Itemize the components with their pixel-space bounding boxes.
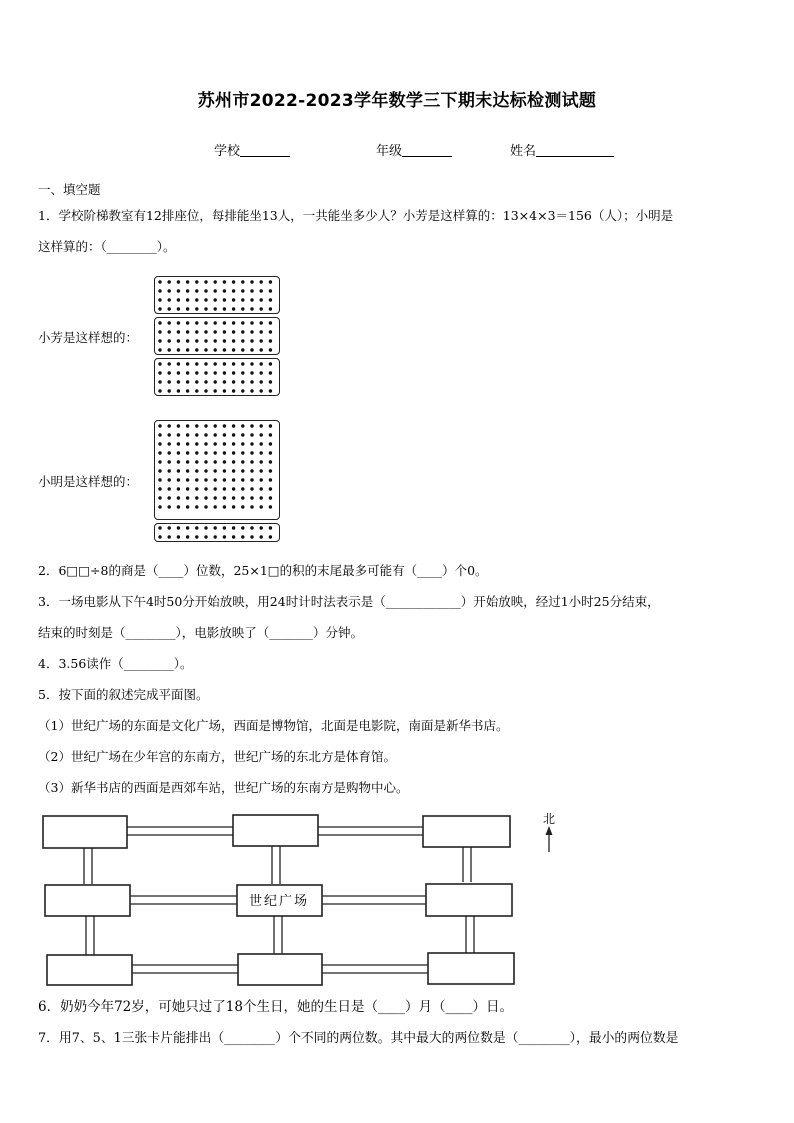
- question-7: 7．用7、5、1三张卡片能排出（________）个不同的两位数。其中最大的两位数是（________），最小的两位数是: [38, 1031, 679, 1046]
- map-box-west: [45, 885, 130, 916]
- question-5-item-3: （3）新华书店的西面是西郊车站，世纪广场的东南方是购物中心。: [38, 780, 409, 795]
- north-arrow-icon: [546, 826, 553, 852]
- map-box-north: [233, 815, 318, 846]
- page-title: 苏州市2022-2023学年数学三下期末达标检测试题: [197, 91, 597, 111]
- question-4: 4．3.56读作（________）。: [38, 656, 193, 671]
- map-box-northwest: [43, 816, 127, 848]
- north-label: 北: [542, 812, 556, 826]
- xiaoming-label: 小明是这样想的：: [38, 474, 139, 489]
- question-2: 2．6□□÷8的商是（____）位数，25×1□的积的末尾最多可能有（____）个0。: [38, 563, 488, 578]
- xiaofang-label: 小芳是这样想的：: [38, 330, 139, 345]
- map-box-southeast: [428, 953, 514, 984]
- section-heading: 一、填空题: [38, 182, 101, 197]
- map-box-southwest: [47, 955, 132, 985]
- question-5-item-1: （1）世纪广场的东面是文化广场，西面是博物馆，北面是电影院，南面是新华书店。: [38, 718, 509, 733]
- map-box-northeast: [423, 816, 510, 847]
- question-1-line-1: 1．学校阶梯教室有12排座位，每排能坐13人，一共能坐多少人？小芳是这样算的：13×4×3＝156（人）；小明是: [38, 208, 674, 223]
- question-5-line-1: 5．按下面的叙述完成平面图。: [38, 687, 209, 702]
- name-label: 姓名: [510, 144, 537, 159]
- question-1-line-2: 这样算的：（________）。: [38, 239, 176, 254]
- grade-label: 年级: [376, 144, 403, 159]
- center-square-label: 世纪广场: [248, 894, 310, 909]
- map-box-east: [426, 884, 512, 916]
- school-label: 学校: [214, 144, 241, 159]
- question-3-line-1: 3．一场电影从下午4时50分开始放映，用24时计时法表示是（____________）开始放映，经过1小时25分结束，: [38, 594, 660, 609]
- question-3-line-2: 结束的时刻是（________），电影放映了（_______）分钟。: [38, 625, 364, 640]
- question-6: 6．奶奶今年72岁，可她只过了18个生日，她的生日是（____）月（____）日。: [38, 999, 513, 1015]
- question-5-item-2: （2）世纪广场在少年宫的东南方，世纪广场的东北方是体育馆。: [38, 749, 396, 764]
- map-box-south: [238, 954, 322, 985]
